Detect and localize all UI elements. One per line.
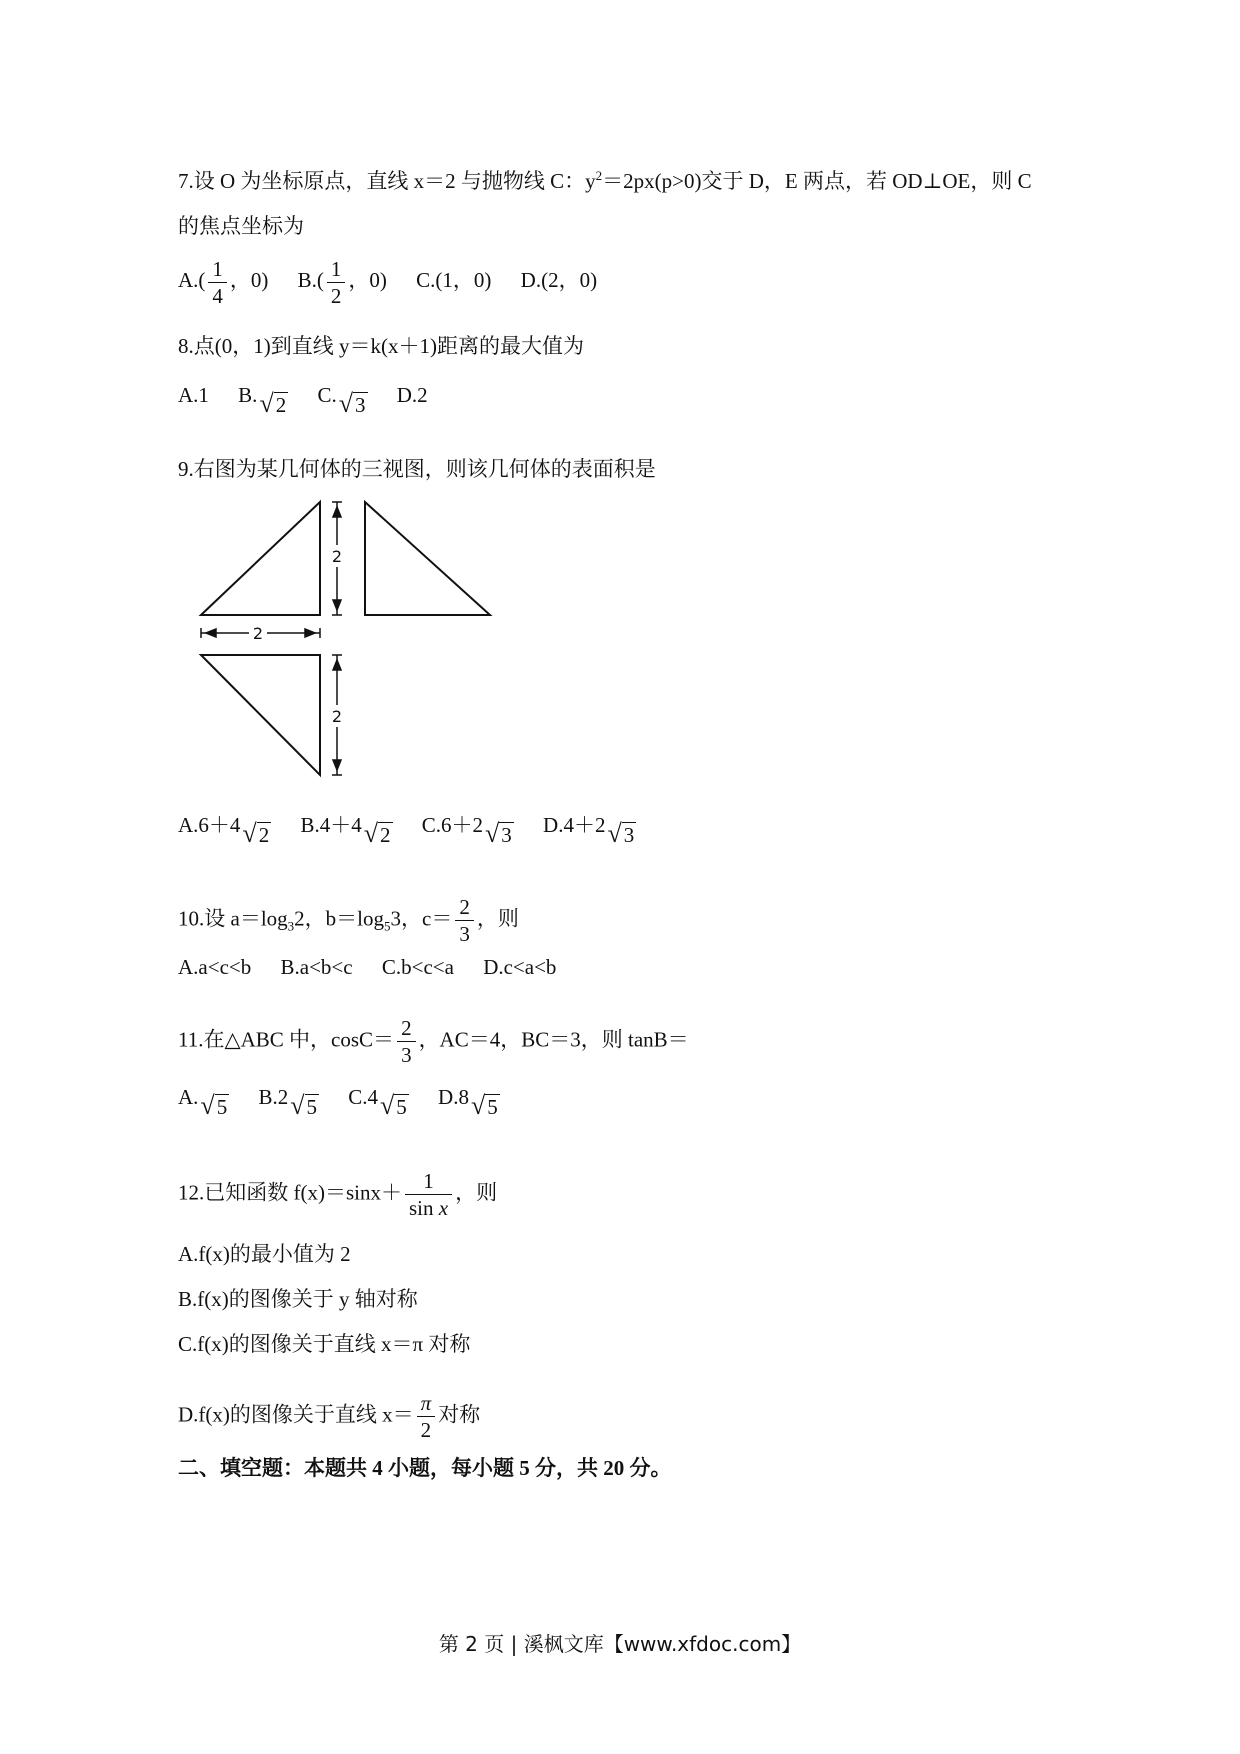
q7-option-c: C.(1，0) [416, 268, 492, 293]
sqrt-symbol: √5 [290, 1091, 317, 1120]
page-footer: 第 2 页 | 溪枫文库【www.xfdoc.com】 [438, 1632, 802, 1656]
top-height-label: 2 [331, 707, 343, 726]
q12-option-d: D.f(x)的图像关于直线 x＝ $\frac{\pi}{2}$ 对称 [178, 1391, 481, 1442]
q10-option-a: A.a<c<b [178, 955, 252, 979]
q9-question: 9.右图为某几何体的三视图，则该几何体的表面积是 [178, 457, 656, 481]
sqrt-symbol: √3 [338, 389, 366, 418]
q9-option-a: A.6＋4√2 [178, 813, 270, 848]
q10-option-d: D.c<a<b [483, 955, 557, 979]
q10-options [178, 953, 580, 981]
sqrt-symbol: √2 [363, 819, 391, 848]
side-view-triangle [365, 502, 490, 615]
q11-options [178, 1082, 524, 1120]
front-view-triangle [201, 502, 320, 615]
top-view-triangle [201, 655, 320, 775]
q7-line2: 的焦点坐标为 [178, 214, 304, 238]
three-view-figure [195, 495, 505, 795]
q9-option-d: D.4＋2√3 [543, 813, 635, 848]
q8-option-c: C.√3 [317, 383, 366, 418]
q7-option-a: A.( $\frac{1}{4}$ ，0) [178, 257, 269, 308]
q10-option-c: C.b<c<a [381, 955, 454, 979]
q8-option-d: D.2 [396, 383, 428, 407]
q9-options [178, 810, 660, 848]
sqrt-symbol: √2 [259, 389, 287, 418]
q8-question: 8.点(0，1)到直线 y＝k(x＋1)距离的最大值为 [178, 334, 584, 358]
q7-options [178, 256, 621, 309]
q12-option-b: B.f(x)的图像关于 y 轴对称 [178, 1287, 418, 1311]
section-2-heading: 二、填空题：本题共 4 小题，每小题 5 分，共 20 分。 [178, 1456, 672, 1480]
q11-question: 11.在△ABC 中，cosC＝ $\frac{2}{3}$ ，AC＝4，BC＝3，则 tanB＝ [178, 1016, 689, 1067]
q9-option-b: B.4＋4√2 [300, 813, 391, 848]
q11-option-c: C.4√5 [348, 1085, 407, 1120]
q7-option-b: B.( $\frac{1}{2}$ ，0) [297, 257, 387, 308]
q11-option-a: A.√5 [178, 1085, 228, 1120]
q8-option-b: B.√2 [238, 383, 287, 418]
sqrt-symbol: √5 [380, 1091, 407, 1120]
q10-option-b: B.a<b<c [280, 955, 353, 979]
width-label: 2 [252, 624, 264, 643]
q7-line1: 7.设 O 为坐标原点，直线 x＝2 与抛物线 C：$y^2=2px(p>0)$交于 D，E 两点，若 OD⊥OE，则 C [178, 168, 1032, 193]
q11-option-b: B.2√5 [258, 1085, 317, 1120]
sqrt-symbol: √5 [470, 1091, 498, 1120]
q9-option-c: C.6＋2√3 [421, 813, 512, 848]
q10-question: 10.设 $a=\log_32$，$b=\log_53$，c＝ $\frac{2}{3}$ ，则 [178, 895, 519, 946]
q8-options [178, 380, 452, 418]
q12-option-a: A.f(x)的最小值为 2 [178, 1242, 351, 1266]
q12-question: 12.已知函数 f(x)＝sinx＋ $\frac{1}{\text{sin x}}$ ，则 [178, 1169, 498, 1220]
sqrt-symbol: √3 [485, 819, 512, 848]
front-height-label: 2 [331, 547, 343, 566]
sqrt-symbol: √3 [607, 819, 635, 848]
q11-option-d: D.8√5 [438, 1085, 498, 1120]
sqrt-symbol: √5 [200, 1091, 228, 1120]
sqrt-symbol: √2 [242, 819, 270, 848]
q12-option-c: C.f(x)的图像关于直线 x＝π 对称 [178, 1332, 471, 1356]
q8-option-a: A.1 [178, 383, 209, 407]
q7-option-d: D.(2，0) [520, 268, 598, 293]
